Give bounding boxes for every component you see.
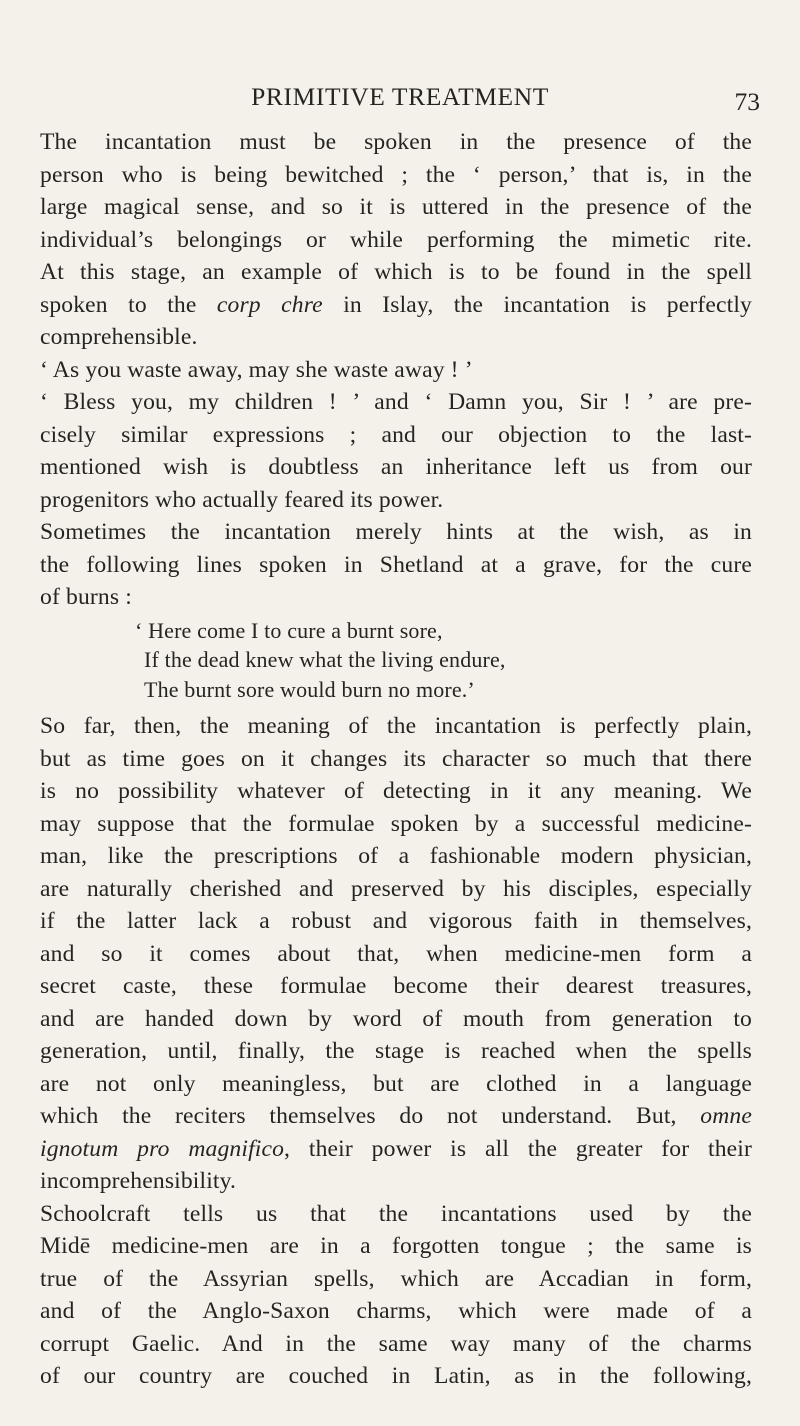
text-line: if the latter lack a robust and vigorous faith in themselves,	[40, 908, 752, 934]
text-line	[40, 1100, 752, 1133]
italic-term: corp chre	[216, 291, 323, 318]
running-title: PRIMITIVE TREATMENT	[251, 82, 549, 111]
text-line: incomprehensibility.	[40, 1168, 237, 1194]
text-line: mentioned wish is doubtless an inheritance left us from our	[40, 454, 752, 480]
text-line: ‘ As you waste away, may she waste away ! ’	[40, 356, 473, 383]
body-text	[40, 126, 752, 1393]
text-line: So far, then, the meaning of the incantation is perfectly plain,	[40, 713, 752, 739]
text-fragment: which the reciters themselves do not understand. But,	[40, 1103, 701, 1129]
text-line: Schoolcraft tells us that the incantations used by the	[40, 1200, 752, 1227]
text-line: Sometimes the incantation merely hints at the wish, as in	[40, 519, 752, 545]
text-line: cisely similar expressions ; and our objection to the last-	[40, 421, 752, 448]
italic-term: omne	[700, 1103, 752, 1129]
text-line: of burns :	[40, 584, 132, 610]
text-line: but as time goes on it changes its character so much that there	[40, 745, 752, 772]
paragraph-3	[40, 516, 752, 614]
text-line: Midē medicine-men are in a forgotten tongue ; the same is	[40, 1233, 752, 1259]
text-line	[40, 1133, 752, 1166]
text-line: large magical sense, and so it is uttered in the presence of the	[40, 194, 752, 220]
text-line: and of the Anglo-Saxon charms, which were made of a	[40, 1298, 752, 1324]
paragraph-2	[40, 386, 752, 516]
quote-line	[40, 354, 752, 387]
text-fragment: in Islay, the incantation is perfectly	[322, 291, 752, 318]
running-head	[40, 82, 760, 122]
italic-term: ignotum pro magnifico	[40, 1135, 285, 1162]
text-fragment: , their power is all the greater for their	[284, 1135, 752, 1162]
text-line: and so it comes about that, when medicine-men form a	[40, 940, 752, 967]
text-line: person who is being bewitched ; the ‘ person,’ that is, in the	[40, 161, 752, 188]
text-line: man, like the prescriptions of a fashionable modern physician,	[40, 843, 752, 869]
text-line: corrupt Gaelic. And in the same way many of the charms	[40, 1330, 752, 1357]
text-line: individual’s belongings or while performing the mimetic rite.	[40, 226, 752, 253]
text-line: are not only meaningless, but are clothed in a language	[40, 1070, 752, 1097]
text-line: generation, until, finally, the stage is reached when the spells	[40, 1038, 752, 1064]
text-line: are naturally cherished and preserved by his disciples, especially	[40, 875, 752, 902]
text-line: comprehensible.	[40, 324, 198, 350]
verse-line: The burnt sore would burn no more.’	[144, 676, 475, 702]
text-line: ‘ Bless you, my children ! ’ and ‘ Damn you, Sir ! ’ are pre-	[40, 389, 752, 415]
text-fragment: spoken to the	[40, 291, 217, 318]
text-line: is no possibility whatever of detecting in it any meaning. We	[40, 778, 752, 804]
text-line: of our country are couched in Latin, as in the following,	[40, 1363, 752, 1389]
text-line	[40, 289, 752, 322]
verse-line: If the dead knew what the living endure,	[144, 647, 506, 672]
text-line: secret caste, these formulae become their dearest treasures,	[40, 973, 752, 999]
text-line: progenitors who actually feared its power.	[40, 486, 444, 513]
text-line: At this stage, an example of which is to be found in the spell	[40, 259, 752, 285]
text-line: and are handed down by word of mouth from generation to	[40, 1005, 752, 1032]
paragraph-4	[40, 710, 752, 1198]
text-line: true of the Assyrian spells, which are Accadian in form,	[40, 1265, 752, 1292]
paragraph-1	[40, 126, 752, 354]
text-line: may suppose that the formulae spoken by a successful medicine-	[40, 810, 752, 837]
page-number: 73	[734, 87, 760, 116]
text-line: the following lines spoken in Shetland at a grave, for the cure	[40, 551, 752, 578]
verse-block	[40, 616, 752, 705]
verse-line	[40, 616, 752, 646]
text-line: The incantation must be spoken in the presence of the	[40, 129, 752, 155]
paragraph-5	[40, 1198, 752, 1393]
verse-text: ‘ Here come I to cure a burnt sore,	[135, 617, 443, 643]
